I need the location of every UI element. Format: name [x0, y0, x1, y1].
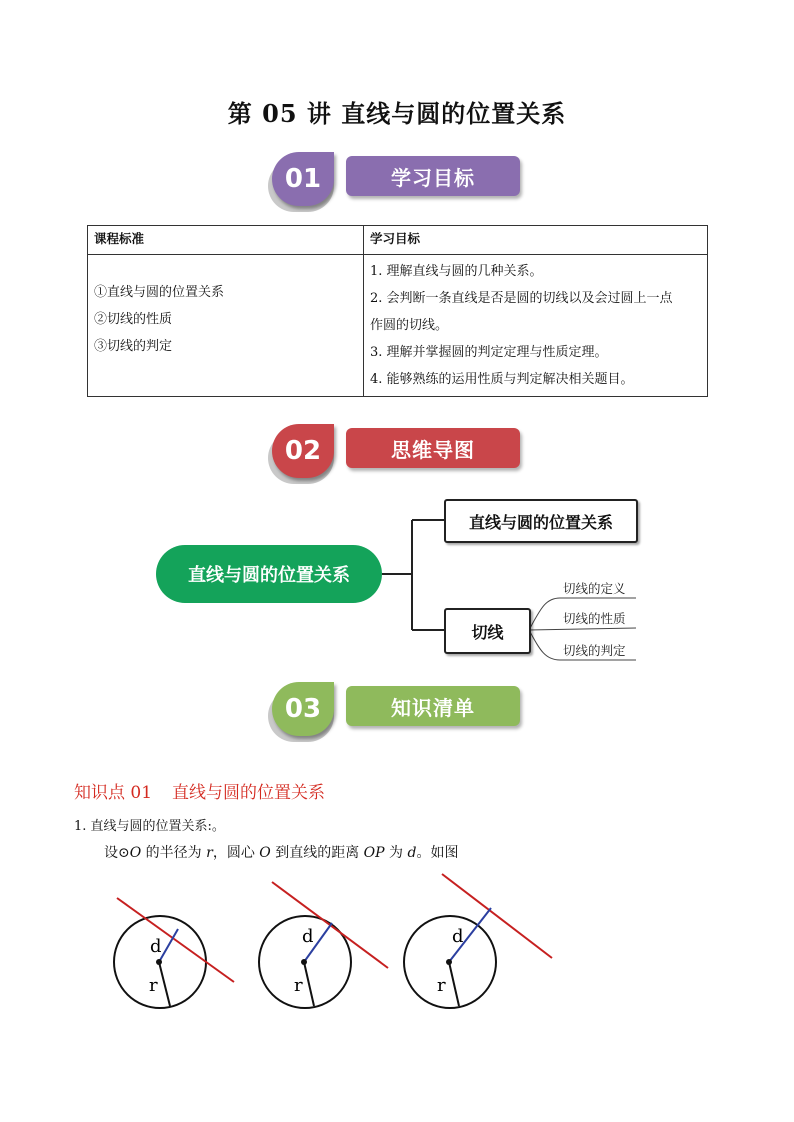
text-fragment: ，圆心: [212, 845, 255, 861]
symbol-d: d: [407, 845, 417, 861]
mindmap-branch-position: 直线与圆的位置关系: [444, 499, 638, 543]
mindmap-leaf-definition: 切线的定义: [563, 581, 626, 596]
table-header-standard: 课程标准: [88, 226, 364, 255]
section-title-pill: 知识清单: [346, 686, 520, 726]
symbol-o: O: [129, 845, 142, 861]
knowledge-point-number: 知识点 01: [74, 783, 153, 803]
section-title-pill: 思维导图: [346, 428, 520, 468]
mindmap-root: 直线与圆的位置关系: [156, 545, 382, 603]
center-dot-1: [156, 959, 162, 965]
figure-intersect: [114, 898, 234, 1008]
section-number-badge: 03: [272, 682, 334, 736]
mindmap-branch-tangent: 切线: [444, 608, 531, 654]
knowledge-point-title: 直线与圆的位置关系: [172, 783, 326, 803]
goal-item: 4. 能够熟练的运用性质与判定解决相关题目。: [370, 372, 634, 387]
center-dot-2: [301, 959, 307, 965]
radius-3: [449, 962, 459, 1006]
label-r: r: [437, 975, 446, 996]
standard-item: ①直线与圆的位置关系: [94, 285, 225, 300]
symbol-o: O: [259, 845, 271, 861]
text-fragment: 为: [389, 845, 404, 861]
label-d: d: [302, 926, 314, 947]
goal-item: 1. 理解直线与圆的几种关系。: [370, 264, 543, 279]
symbol-r: r: [206, 845, 213, 861]
section-number-badge: 02: [272, 424, 334, 478]
section-number-badge: 01: [272, 152, 334, 206]
radius-1: [159, 962, 170, 1006]
label-r: r: [294, 975, 303, 996]
text-fragment: 到直线的距离: [275, 845, 360, 861]
symbol-op: OP: [363, 845, 385, 861]
mindmap-leaf-property: 切线的性质: [563, 611, 626, 626]
goal-item: 3. 理解并掌握圆的判定定理与性质定理。: [370, 345, 608, 360]
text-fragment: 。如图: [416, 845, 459, 861]
radius-2: [304, 962, 314, 1006]
text-fragment: 设⊙: [104, 845, 130, 861]
figure-tangent: [259, 882, 388, 1008]
section-title-pill: 学习目标: [346, 156, 520, 196]
standard-item: ②切线的性质: [94, 312, 173, 327]
line-1: [117, 898, 234, 982]
figure-separate: [404, 874, 552, 1008]
goal-item: 作圆的切线。: [370, 318, 449, 333]
table-header-goal: 学习目标: [364, 226, 708, 255]
paragraph-line-1: 1. 直线与圆的位置关系:。: [74, 819, 225, 834]
label-d: d: [452, 926, 464, 947]
label-r: r: [149, 975, 158, 996]
standard-item: ③切线的判定: [94, 339, 173, 354]
label-d: d: [150, 936, 162, 957]
goal-item: 2. 会判断一条直线是否是圆的切线以及会过圆上一点: [370, 291, 673, 306]
mindmap-leaf-criterion: 切线的判定: [563, 643, 626, 658]
center-dot-3: [446, 959, 452, 965]
text-fragment: 的半径为: [145, 845, 202, 861]
page-title: 第 05 讲 直线与圆的位置关系: [227, 99, 567, 128]
